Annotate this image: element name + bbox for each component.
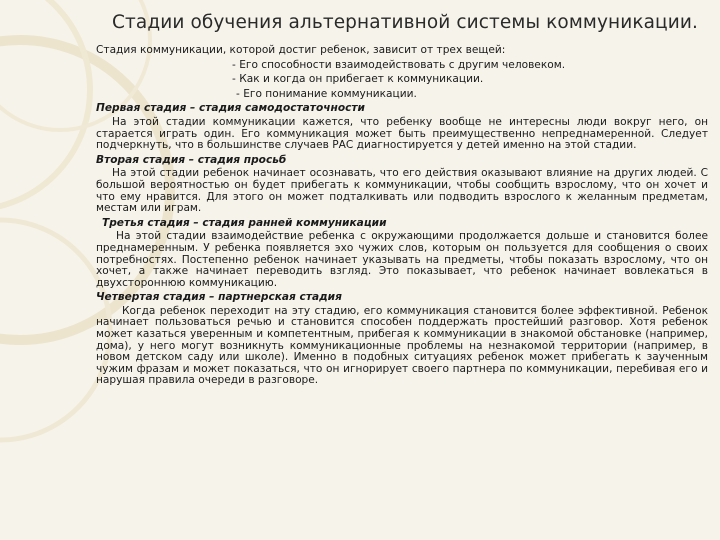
need-item-3: - Его понимание коммуникации. bbox=[236, 87, 417, 100]
stage-4-heading: Четвертая стадия – партнерская стадия bbox=[96, 291, 342, 304]
slide-title: Стадии обучения альтернативной системы коммуникации. bbox=[112, 12, 698, 33]
intro-text: Стадия коммуникации, которой достиг ребенок, зависит от трех вещей: bbox=[96, 44, 506, 56]
stage-3-text bbox=[96, 231, 708, 289]
stage-4-text-content: Когда ребенок переходит на эту стадию, его коммуникация становится более эффективной. Ребенок начинает пользоваться речью и становится способен поддержать простейший разговор. Хотя ребенок может казаться уверенным и компетентным, прибегая к коммуникации в знакомой обстановке (например, дома), у него могут возникнуть коммуникационные проблемы на незнакомой территории (например, в новом детском саду или школе). Именно в подобных ситуациях ребенок может прибегать к заученным чужим фразам и может показаться, что он игнорирует своего партнера по коммуникации, перебивая его и нарушая правила очереди в разговоре. bbox=[96, 304, 708, 387]
stage-3-text-content: На этой стадии взаимодействие ребенка с окружающими продолжается дольше и становится более преднамеренным. У ребенка появляется эхо чужих слов, которым он пользуется для сообщения о своих потребностях. Постепенно ребенок начинает указывать на предметы, чтобы показать взрослому, что он хочет, а также начинает переводить взгляд. Это показывает, что ребенок начинает вовлекаться в двухстороннюю коммуникацию. bbox=[96, 230, 708, 289]
stage-2-text bbox=[96, 168, 708, 214]
stage-4-text bbox=[96, 306, 708, 387]
slide-body bbox=[96, 45, 708, 390]
stage-2-heading: Вторая стадия – стадия просьб bbox=[96, 153, 287, 166]
need-item-2: - Как и когда он прибегает к коммуникации. bbox=[232, 73, 484, 86]
stage-3-heading: Третья стадия – стадия ранней коммуникации bbox=[102, 216, 387, 229]
stage-1-heading: Первая стадия – стадия самодостаточности bbox=[96, 102, 365, 115]
need-item-1: - Его способности взаимодействовать с другим человеком. bbox=[232, 58, 566, 71]
stage-2-text-content: На этой стадии ребенок начинает осознавать, что его действия оказывают влияние на других людей. С большой вероятностью он будет прибегать к коммуникации, чтобы сообщить взрослому, что он хочет и что ему нравится. Для этого он может подталкивать или подводить взрослого к желанным предметам, местам или играм. bbox=[96, 167, 708, 215]
stage-1-text bbox=[96, 117, 708, 152]
stage-1-text-content: На этой стадии коммуникации кажется, что ребенку вообще не интересны люди вокруг него, он старается играть один. Его коммуникация может быть преимущественно непреднамеренной. Следует подчеркнуть, что в большинстве случаев РАС диагностируется у детей именно на этой стадии. bbox=[96, 115, 708, 152]
